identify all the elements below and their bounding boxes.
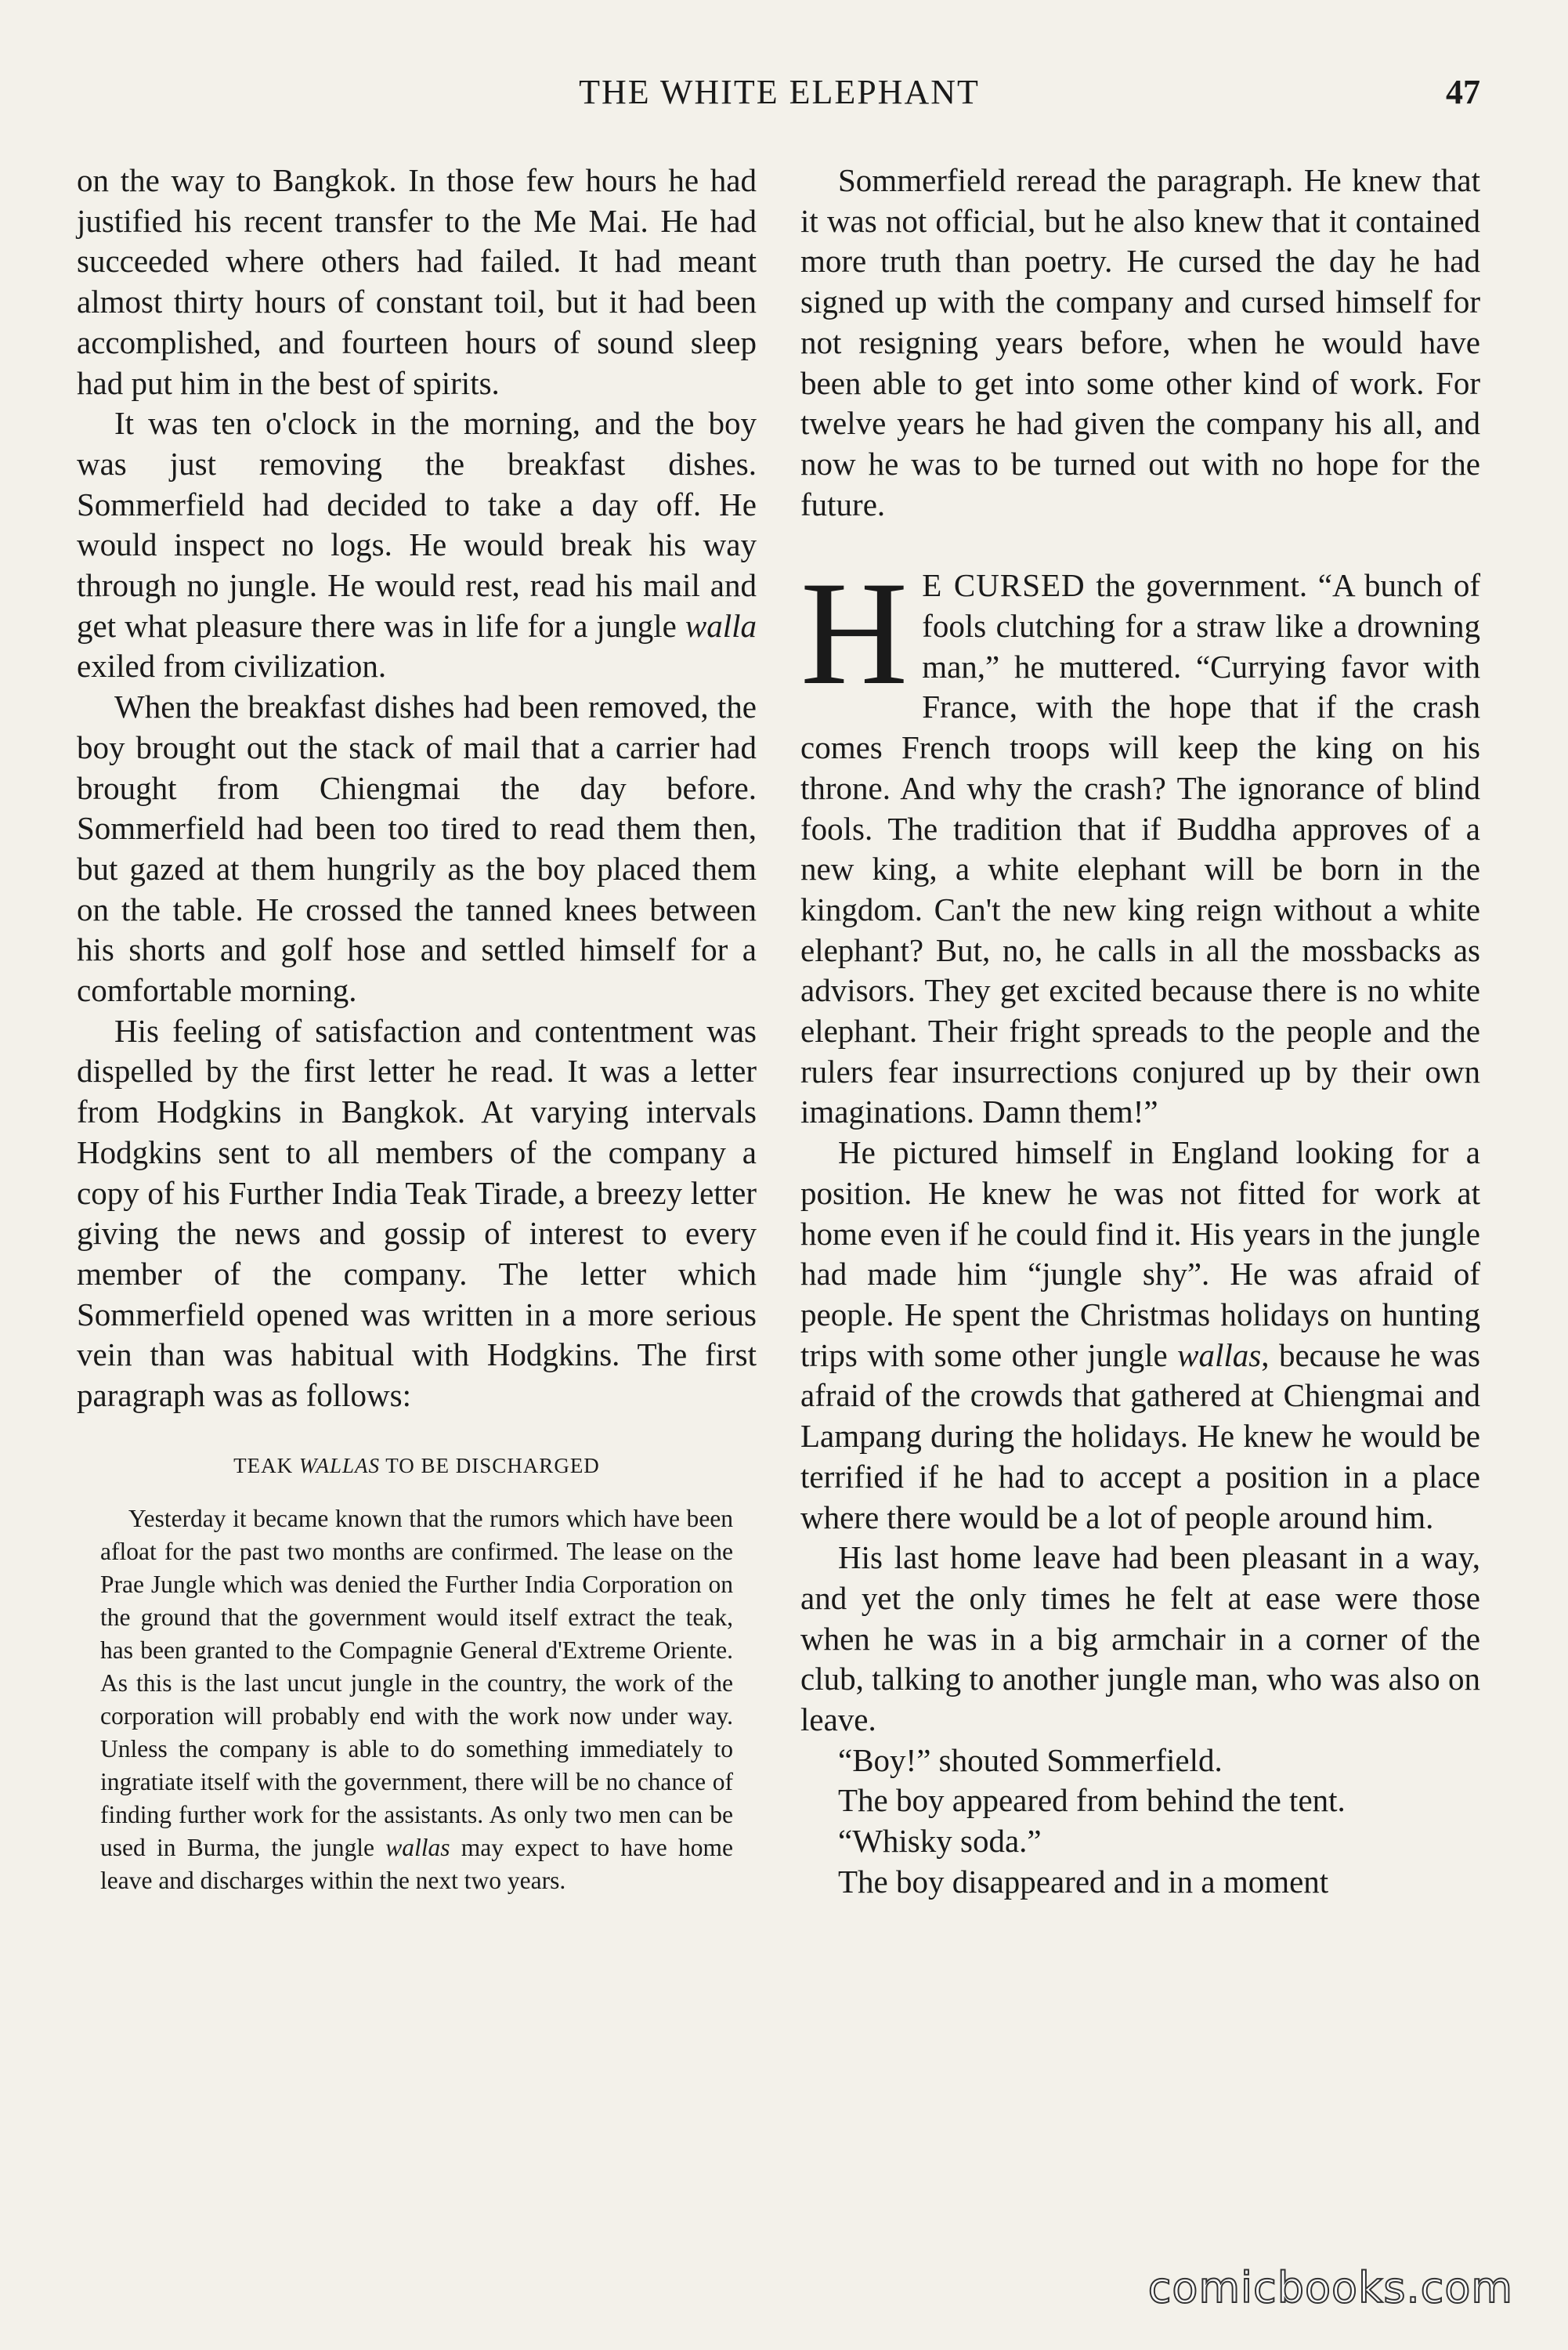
running-title: THE WHITE ELEPHANT (579, 73, 980, 111)
paragraph: “Boy!” shouted Sommerfield. (838, 1741, 1223, 1778)
paragraph: The boy disappeared and in a moment (838, 1863, 1329, 1900)
boxed-quote-body: Yesterday it became known that the rumors which have been afloat for the past two months are confirmed. The lease on the Prae Jungle which was denied the Further India Corporation on the ground that the government would itself extract the teak, has been granted to the Compagnie General d'Extreme Oriente. As this is the last uncut jungle in the country, the work of the corporation will probably end with the work now under way. Unless the company is able to do something immediately to ingratiate itself with the government, there will be no chance of finding further work for the assistants. As only two men can be used in Burma, the jungle wallas may expect to have home leave and discharges within the next two years. (100, 1504, 733, 1894)
left-column (77, 161, 757, 1897)
paragraph: H E CURSED the government. “A bunch of fools clutching for a straw like a drowning man,” he muttered. “Currying favor with France, with the hope that if the crash comes French troops will keep the king on his throne. And why the crash? The ignorance of blind fools. The tradition that if Buddha approves of a new king, a white elephant will be born in the kingdom. Can't the new king reign without a white elephant? But, no, he calls in all the mossbacks as advisors. They get excited because there is no white elephant. Their fright spreads to the people and the rulers fear insurrections conjured up by their own imaginations. Damn them!” (800, 551, 1480, 1130)
paragraph: The boy appeared from behind the tent. (838, 1782, 1346, 1819)
right-column (800, 161, 1480, 1903)
paragraph: It was ten o'clock in the morning, and the boy was just removing the breakfast dishes. Sommerfield had decided to take a day off. He would inspect no logs. He would break his way through no jungle. He would rest, read his mail and get what pleasure there was in life for a jungle walla exiled from civilization. (77, 405, 757, 685)
watermark-logo: comicbooks.com (1147, 2263, 1513, 2312)
paragraph: on the way to Bangkok. In those few hours he had justified his recent transfer to the Me Mai. He had succeeded where others had failed. It had meant almost thirty hours of constant toil, but it had been accomplished, and fourteen hours of sound sleep had put him in the best of spirits. (77, 162, 757, 401)
paragraph: He pictured himself in England looking for a position. He knew he was not fitted for work at home even if he could find it. His years in the jungle had made him “jungle shy”. He was afraid of people. He spent the Christmas holidays on hunting trips with some other jungle wallas, because he was afraid of the crowds that gathered at Chiengmai and Lampang during the holidays. He knew he would be terrified if he had to accept a position in a place where there would be a lot of people around him. (800, 1134, 1480, 1535)
page-header (78, 72, 1480, 119)
boxed-quote (100, 1502, 733, 1897)
page-number: 47 (1446, 73, 1480, 111)
paragraph: Sommerfield reread the paragraph. He knew that it was not official, but he also knew that it contained more truth than poetry. He cursed the day he had signed up with the company and cursed himself for not resigning years before, when he would have been able to get into some other kind of work. For twelve years he had given the company his all, and now he was to be turned out with no hope for the future. (800, 162, 1480, 522)
paragraph: When the breakfast dishes had been removed, the boy brought out the stack of mail that a carrier had brought from Chiengmai the day before. Sommerfield had been too tired to read them then, but gazed at them hungrily as the boy placed them on the table. He crossed the tanned knees between his shorts and golf hose and settled himself for a comfortable morning. (77, 689, 757, 1009)
paragraph: His last home leave had been pleasant in a way, and yet the only times he felt at ease were those when he was in a big armchair in a corner of the club, talking to another jungle man, who was also on leave. (800, 1539, 1480, 1738)
paragraph: “Whisky soda.” (838, 1823, 1042, 1860)
drop-cap: H (800, 551, 909, 717)
italic-word: walla (685, 607, 757, 644)
italic-word: wallas (1177, 1336, 1262, 1373)
boxed-quote-heading: TEAK WALLAS TO BE DISCHARGED (233, 1453, 600, 1477)
paragraph: His feeling of satisfaction and contentment was dispelled by the first letter he read. It was a letter from Hodgkins in Bangkok. At varying intervals Hodgkins sent to all members of the company a copy of his Further India Teak Tirade, a breezy letter giving the news and gossip of interest to every member of the company. The letter which Sommerfield opened was written in a more serious vein than was habitual with Hodgkins. The first paragraph was as follows: (77, 1012, 757, 1414)
